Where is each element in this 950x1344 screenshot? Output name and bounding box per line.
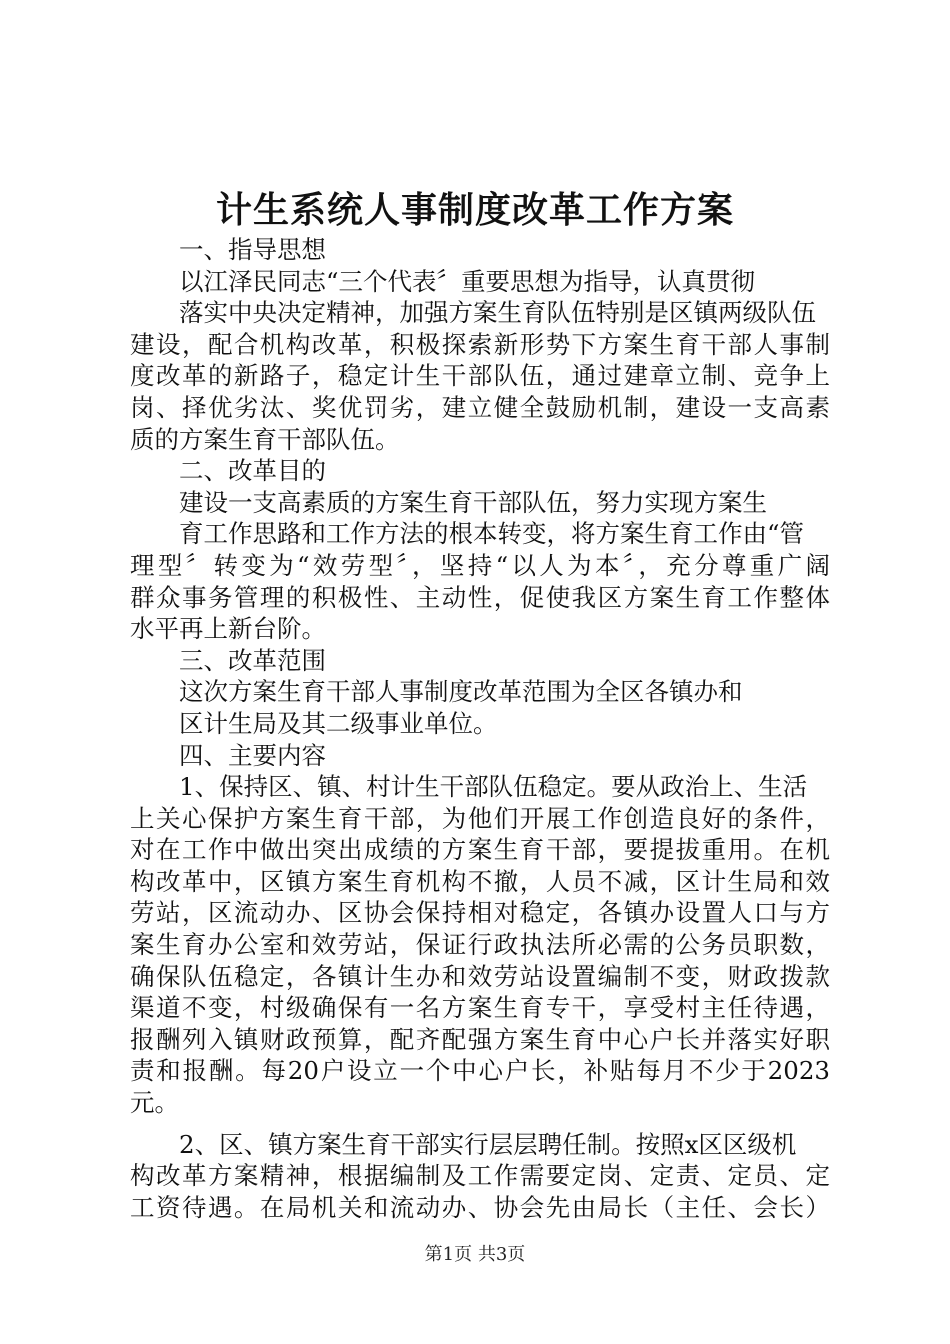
paragraph-line: 上关心保护方案生育干部，为他们开展工作创造良好的条件， (130, 803, 830, 833)
paragraph-line: 岗、择优劣汰、奖优罚劣，建立健全鼓励机制，建设一支高素 (130, 392, 830, 422)
paragraph-line: 水平再上新台阶。 (130, 614, 326, 644)
paragraph-line: 群众事务管理的积极性、主动性，促使我区方案生育工作整体 (130, 582, 830, 612)
paragraph-line: 劳站，区流动办、区协会保持相对稳定，各镇办设置人口与方 (130, 898, 830, 928)
paragraph-line: 以江泽民同志“三个代表〞重要思想为指导，认真贯彻 (179, 266, 756, 296)
page-number-footer: 第1页 共3页 (424, 1244, 526, 1265)
paragraph-line: 对在工作中做出突出成绩的方案生育干部，要提拔重用。在机 (130, 835, 830, 865)
paragraph-line: 构改革方案精神，根据编制及工作需要定岗、定责、定员、定 (130, 1161, 830, 1191)
paragraph-line: 育工作思路和工作方法的根本转变，将方案生育工作由“管 (179, 519, 805, 549)
paragraph-line: 报酬列入镇财政预算，配齐配强方案生育中心户长并落实好职 (130, 1024, 830, 1054)
paragraph-line: 理型〞转变为“效劳型〞，坚持“以人为本〞，充分尊重广阔 (130, 550, 830, 580)
paragraph-line: 责和报酬。每20户设立一个中心户长，补贴每月不少于2023 (130, 1056, 830, 1086)
paragraph-line: 元。 (130, 1088, 179, 1118)
paragraph-line: 2、区、镇方案生育干部实行层层聘任制。按照x区区级机 (179, 1129, 797, 1159)
paragraph-line: 建设一支高素质的方案生育干部队伍，努力实现方案生 (179, 487, 767, 517)
paragraph-line: 建设，配合机构改革，积极探索新形势下方案生育干部人事制 (130, 329, 830, 359)
section-heading: 一、指导思想 (179, 235, 326, 264)
paragraph-line: 构改革中，区镇方案生育机构不撤，人员不减，区计生局和效 (130, 866, 830, 896)
document-body (130, 234, 830, 1223)
paragraph-line: 度改革的新路子，稳定计生干部队伍，通过建章立制、竞争上 (130, 361, 830, 391)
section-heading: 二、改革目的 (179, 456, 326, 486)
paragraph-line: 质的方案生育干部队伍。 (130, 424, 400, 454)
document-title: 计生系统人事制度改革工作方案 (215, 189, 734, 231)
paragraph-line: 渠道不变，村级确保有一名方案生育专干，享受村主任待遇， (130, 993, 830, 1023)
section-heading: 四、主要内容 (179, 740, 326, 770)
section-heading: 三、改革范围 (179, 645, 326, 675)
paragraph-line: 落实中央决定精神，加强方案生育队伍特别是区镇两级队伍 (179, 298, 816, 328)
paragraph-line: 这次方案生育干部人事制度改革范围为全区各镇办和 (179, 677, 743, 707)
paragraph-line: 确保队伍稳定，各镇计生办和效劳站设置编制不变，财政拨款 (130, 961, 830, 991)
paragraph-line: 区计生局及其二级事业单位。 (179, 708, 498, 738)
paragraph-line: 案生育办公室和效劳站，保证行政执法所必需的公务员职数， (130, 930, 830, 960)
paragraph-line: 1、保持区、镇、村计生干部队伍稳定。要从政治上、生活 (179, 772, 808, 802)
paragraph-line: 工资待遇。在局机关和流动办、协会先由局长（主任、会长） (130, 1192, 830, 1222)
